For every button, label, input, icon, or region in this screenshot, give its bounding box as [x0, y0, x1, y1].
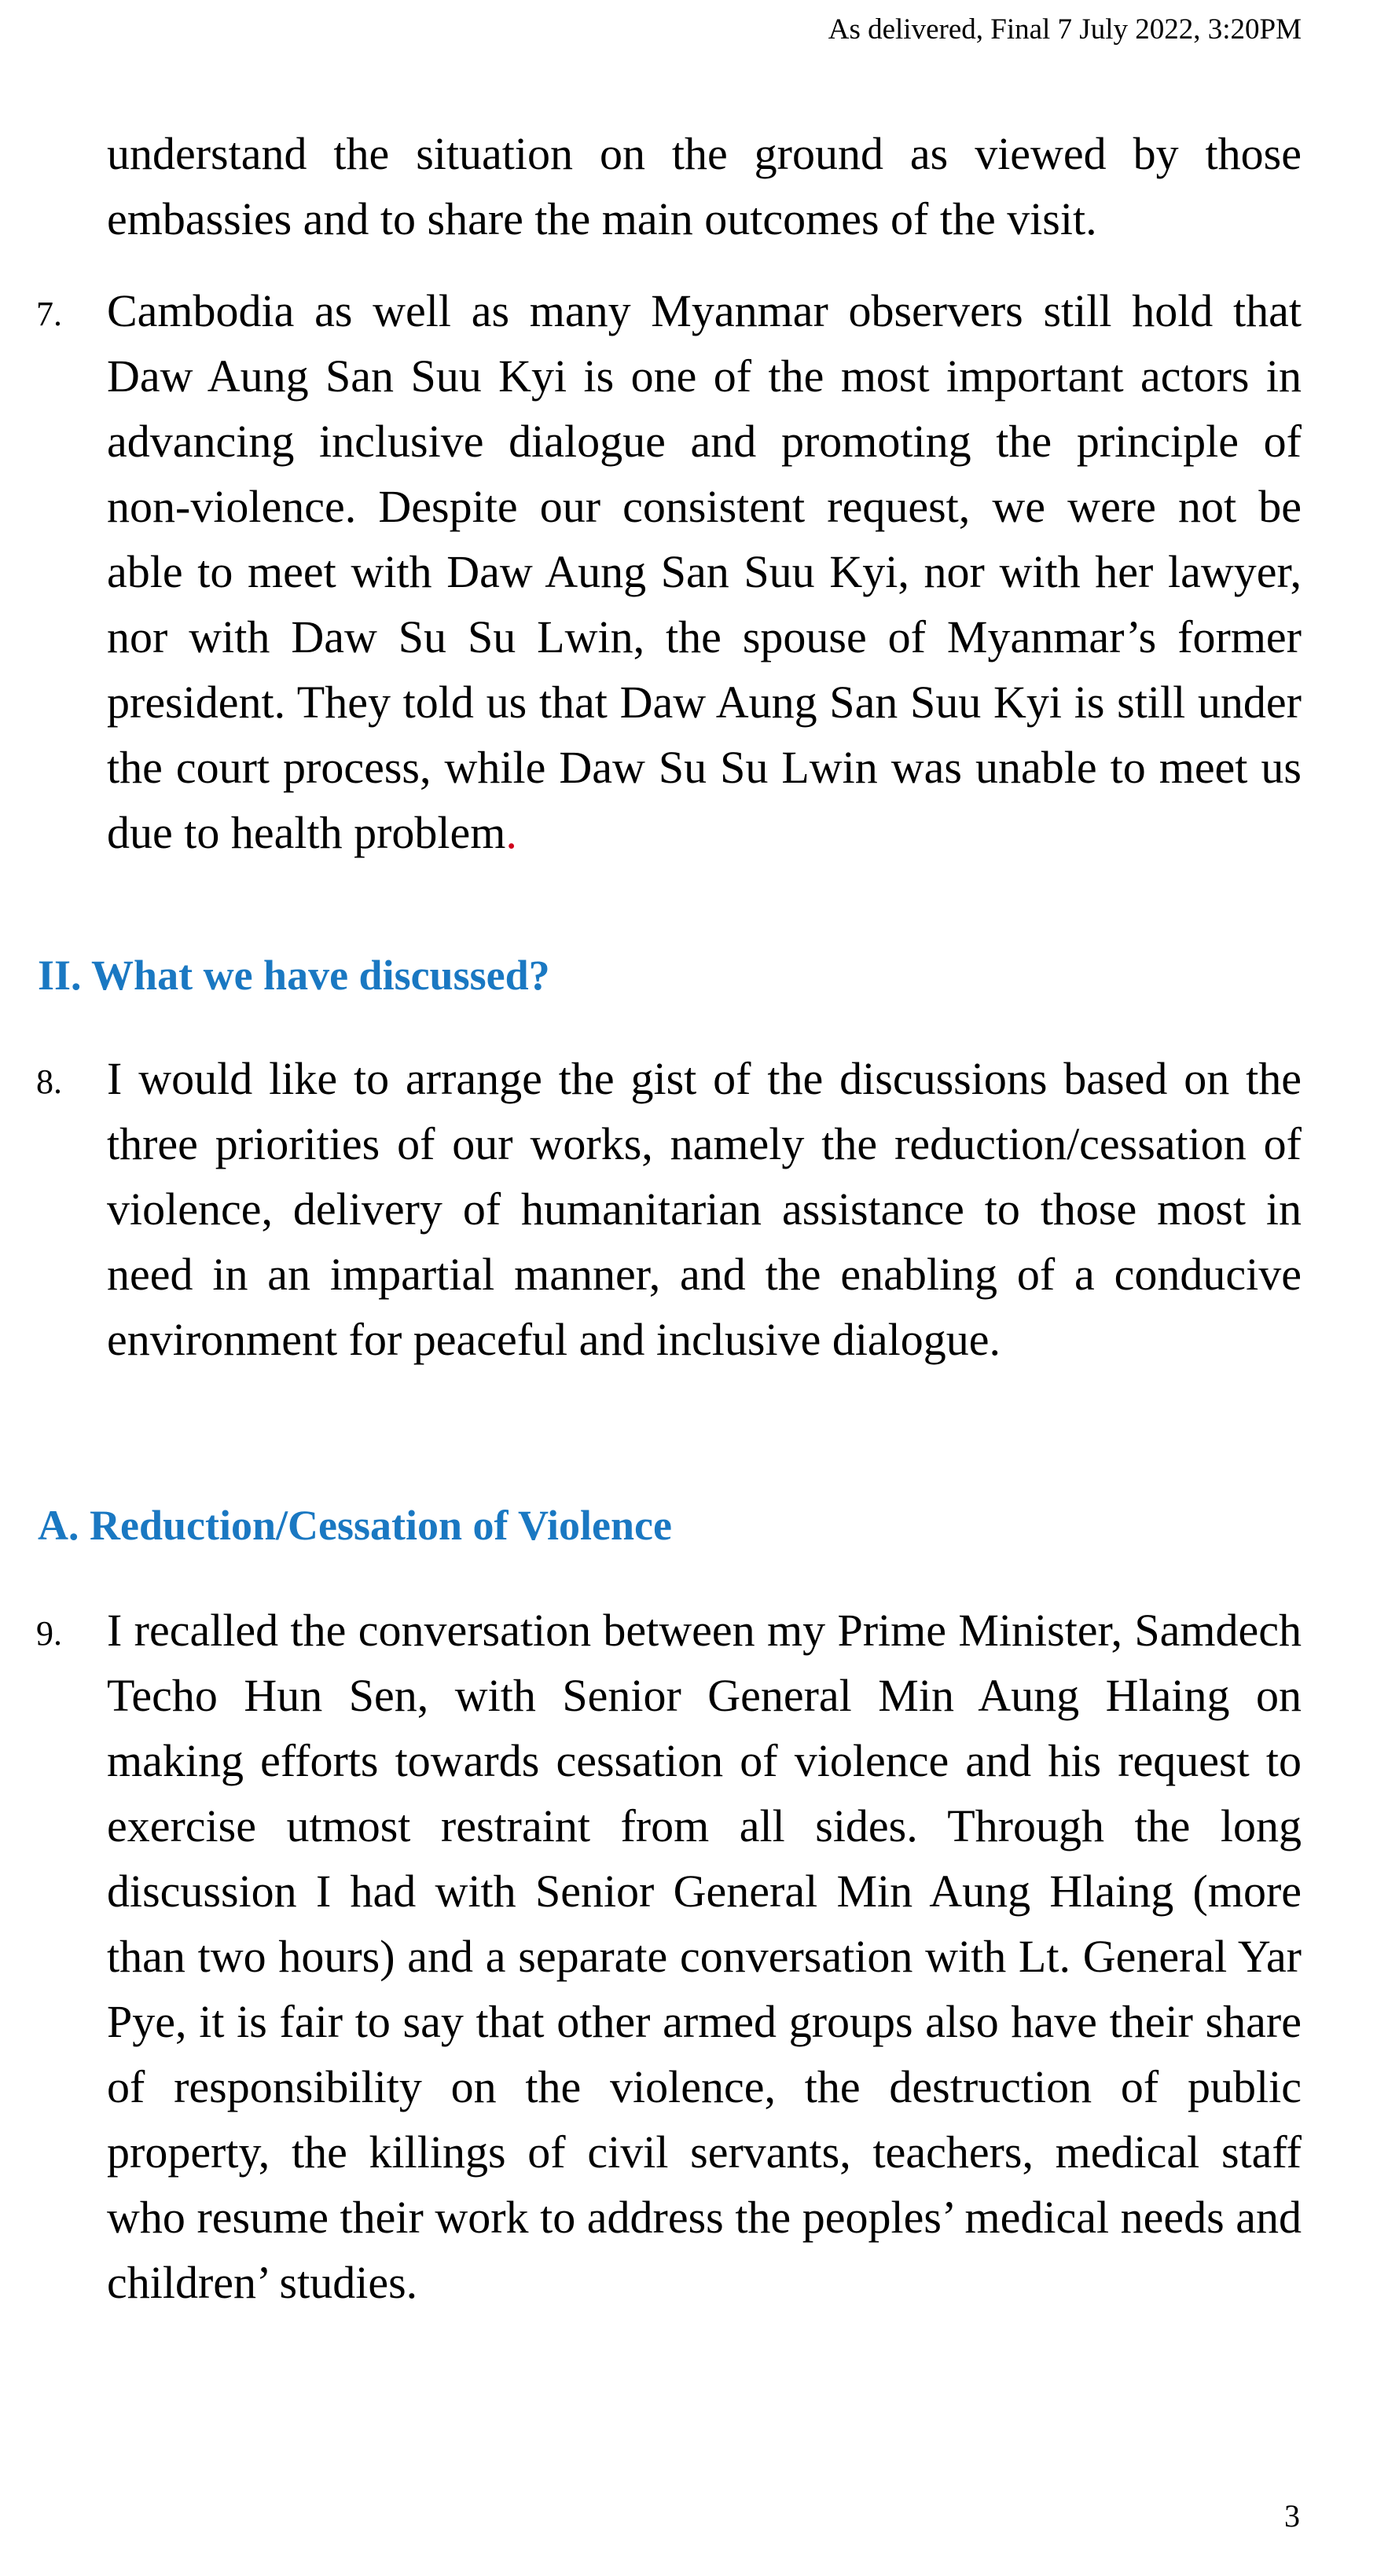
paragraph-number-9: 9. — [36, 1614, 62, 1653]
paragraph-9 — [36, 1598, 1302, 2315]
paragraph-7-text: Cambodia as well as many Myanmar observers still hold that Daw Aung San Suu Kyi is one of the most important actors in advancing inclusive dialogue and promoting the principle of non-violence. Despite our consistent request, we were not be able to meet with Daw Aung San Suu Kyi, nor with her lawyer, nor with Daw Su Su Lwin, the spouse of Myanmar’s former president. They told us that Daw Aung San Suu Kyi is still under the court process, while Daw Su Su Lwin was unable to meet us due to health problem — [107, 285, 1302, 858]
section-heading-what-we-have-discussed: II. What we have discussed? — [38, 952, 550, 999]
paragraph-7-end-mark: . — [505, 807, 517, 858]
paragraph-9-text: I recalled the conversation between my Prime Minister, Samdech Techo Hun Sen, with Senior General Min Aung Hlaing on making efforts towards cessation of violence and his request to exercise utmost restraint from all sides. Through the long discussion I had with Senior General Min Aung Hlaing (more than two hours) and a separate conversation with Lt. General Yar Pye, it is fair to say that other armed groups also have their share of responsibility on the violence, the destruction of public property, the killings of civil servants, teachers, medical staff who resume their work to address the peoples’ medical needs and children’ studies. — [107, 1605, 1302, 2308]
paragraph-8-text: I would like to arrange the gist of the discussions based on the three priorities of our works, namely the reduction/cessation of violence, delivery of humanitarian assistance to those most in need in an impartial manner, and the enabling of a conducive environment for peaceful and inclusive dialogue. — [107, 1053, 1302, 1365]
page-number: 3 — [1284, 2498, 1300, 2534]
paragraph-number-8: 8. — [36, 1062, 62, 1101]
section-heading-reduction-cessation-of-violence: A. Reduction/Cessation of Violence — [38, 1502, 672, 1549]
paragraph-number-7: 7. — [36, 295, 62, 333]
continuation-paragraph: understand the situation on the ground as viewed by those embassies and to share the main outcomes of the visit. — [107, 128, 1302, 244]
paragraph-8 — [36, 1046, 1302, 1372]
paragraph-7 — [36, 278, 1302, 865]
page-header-delivery-note: As delivered, Final 7 July 2022, 3:20PM — [828, 13, 1302, 46]
